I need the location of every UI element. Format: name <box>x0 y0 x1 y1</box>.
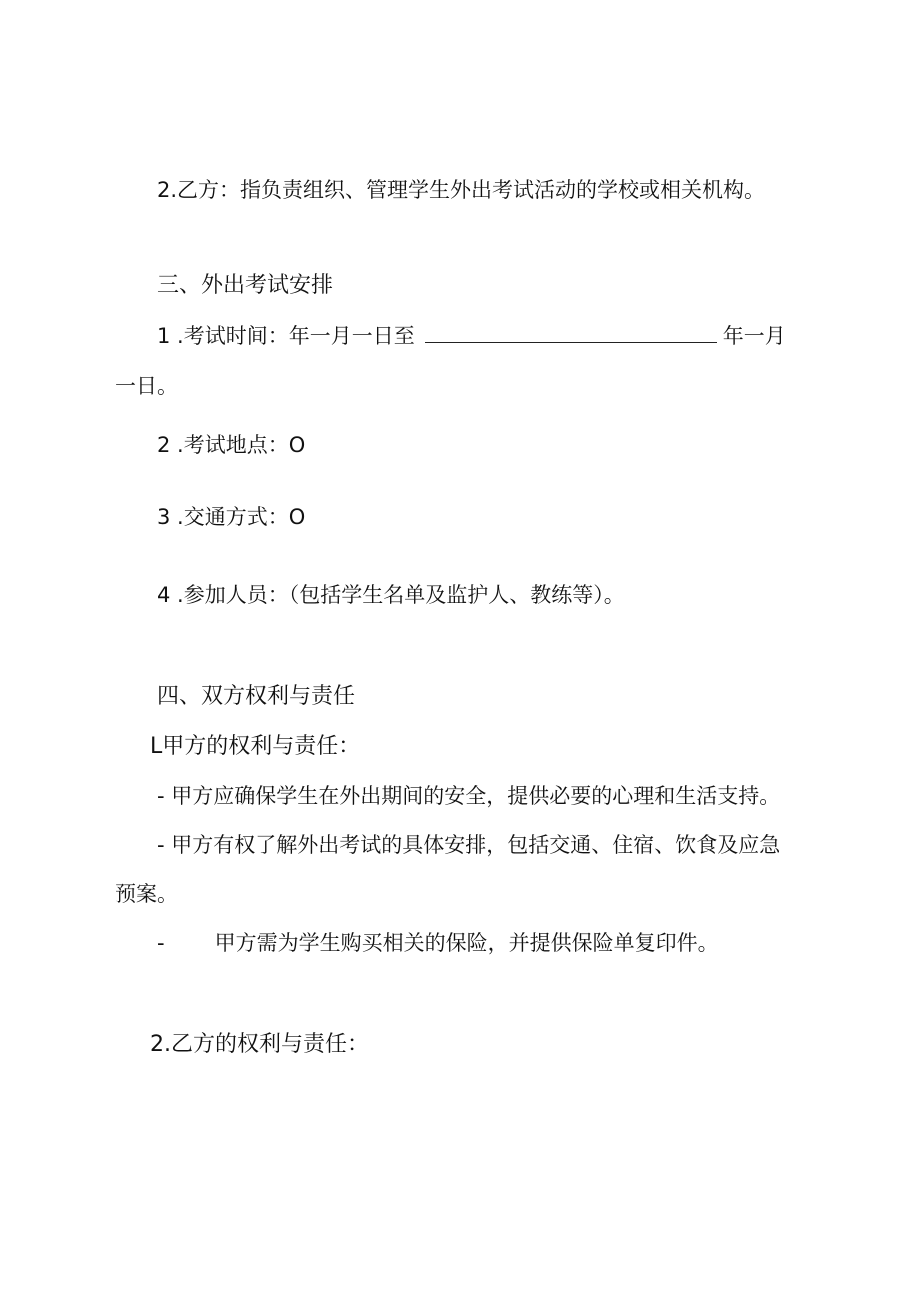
exam-time-continuation: 一日。 <box>115 374 178 398</box>
exam-time-item <box>157 322 786 350</box>
exam-location-item: 2 .考试地点：O <box>157 433 306 457</box>
transport-item: 3 .交通方式：O <box>157 505 306 529</box>
party-a-bullet-2: - 甲方有权了解外出考试的具体安排，包括交通、住宿、饮食及应急 <box>157 833 781 857</box>
party-b-heading: 2.乙方的权利与责任： <box>150 1032 369 1057</box>
party-b-definition: 2.乙方：指负责组织、管理学生外出考试活动的学校或相关机构。 <box>157 178 766 202</box>
section-3-heading: 三、外出考试安排 <box>157 273 334 298</box>
section-4-heading: 四、双方权利与责任 <box>157 684 356 709</box>
exam-time-suffix: 年一月 <box>722 324 786 348</box>
party-a-bullet-2-continuation: 预案。 <box>115 882 178 906</box>
bullet-text: 甲方需为学生购买相关的保险，并提供保险单复印件。 <box>214 931 719 955</box>
party-a-heading: L甲方的权利与责任： <box>150 734 361 759</box>
participants-item: 4 .参加人员：（包括学生名单及监护人、教练等）。 <box>157 583 625 607</box>
exam-time-label: 1 .考试时间：年一月一日至 <box>157 324 415 348</box>
party-a-bullet-3 <box>157 929 719 957</box>
party-a-bullet-1: - 甲方应确保学生在外出期间的安全，提供必要的心理和生活支持。 <box>157 784 781 808</box>
bullet-dash: - <box>157 931 165 955</box>
exam-time-blank <box>425 322 717 343</box>
